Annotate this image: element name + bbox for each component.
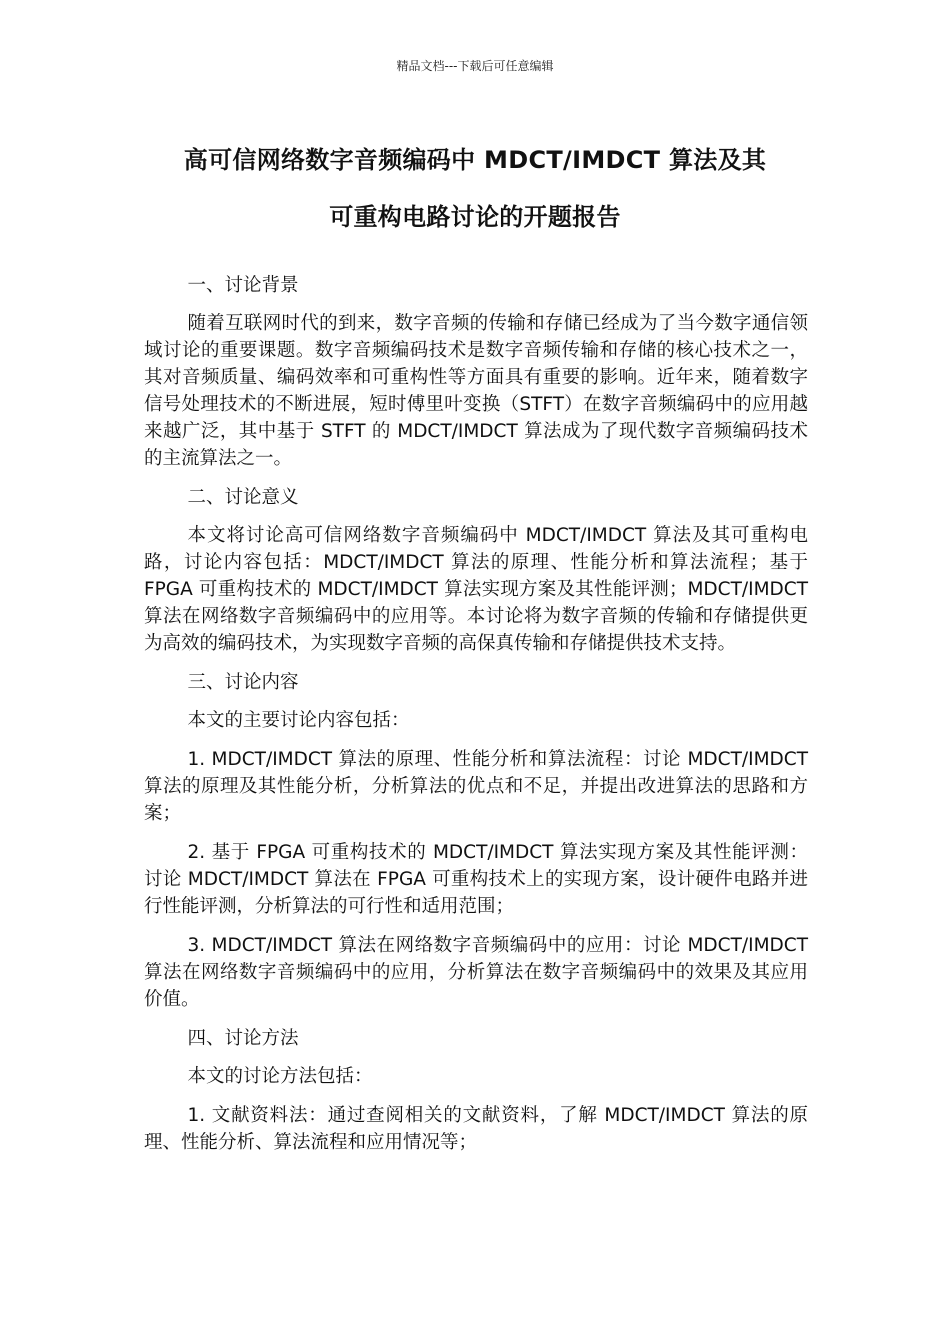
document-body: [144, 272, 808, 1168]
list-item-content-1: 1. MDCT/IMDCT 算法的原理、性能分析和算法流程：讨论 MDCT/IMDCT 算法的原理及其性能分析，分析算法的优点和不足，并提出改进算法的思路和方案；: [144, 749, 808, 824]
list-item-content-2: 2. 基于 FPGA 可重构技术的 MDCT/IMDCT 算法实现方案及其性能评测：讨论 MDCT/IMDCT 算法在 FPGA 可重构技术上的实现方案，设计硬件电路并进行性能评测，分析算法的可行性和适用范围；: [144, 842, 808, 917]
section-heading-significance: 二、讨论意义: [187, 487, 299, 508]
section-heading-methods: 四、讨论方法: [187, 1028, 299, 1049]
document-title-line-2: 可重构电路讨论的开题报告: [329, 203, 621, 231]
paragraph-background: 随着互联网时代的到来，数字音频的传输和存储已经成为了当今数字通信领域讨论的重要课题。数字音频编码技术是数字音频传输和存储的核心技术之一，其对音频质量、编码效率和可重构性等方面具有重要的影响。近年来，随着数字信号处理技术的不断进展，短时傅里叶变换（STFT）在数字音频编码中的应用越来越广泛，其中基于 STFT 的 MDCT/IMDCT 算法成为了现代数字音频编码技术的主流算法之一。: [144, 313, 808, 469]
section-heading-background: 一、讨论背景: [187, 275, 299, 296]
list-item-method-1: 1. 文献资料法：通过查阅相关的文献资料，了解 MDCT/IMDCT 算法的原理、性能分析、算法流程和应用情况等；: [144, 1105, 808, 1153]
list-item-content-3: 3. MDCT/IMDCT 算法在网络数字音频编码中的应用：讨论 MDCT/IMDCT 算法在网络数字音频编码中的应用，分析算法在数字音频编码中的效果及其应用价值。: [144, 935, 808, 1010]
paragraph-methods-intro: 本文的讨论方法包括：: [187, 1066, 373, 1087]
page-header: 精品文档---下载后可任意编辑: [396, 59, 554, 73]
paragraph-content-intro: 本文的主要讨论内容包括：: [187, 710, 410, 731]
paragraph-significance: 本文将讨论高可信网络数字音频编码中 MDCT/IMDCT 算法及其可重构电路，讨论内容包括：MDCT/IMDCT 算法的原理、性能分析和算法流程；基于 FPGA 可重构技术的 MDCT/IMDCT 算法实现方案及其性能评测；MDCT/IMDCT 算法在网络数字音频编码中的应用等。本讨论将为数字音频的传输和存储提供更为高效的编码技术，为实现数字音频的高保真传输和存储提供技术支持。: [144, 525, 808, 654]
document-title-line-1: 高可信网络数字音频编码中 MDCT/IMDCT 算法及其: [183, 146, 767, 174]
section-heading-content: 三、讨论内容: [187, 672, 299, 693]
